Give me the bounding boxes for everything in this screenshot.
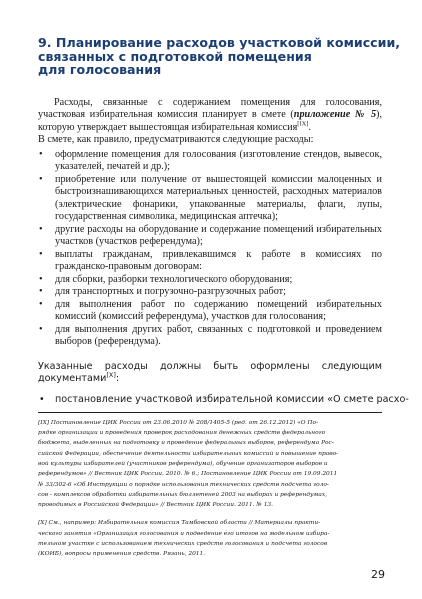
intro-text-continued: ), которую утверждает вышестоящая избирательная комиссия xyxy=(38,109,382,133)
page-number: 29 xyxy=(371,568,385,581)
footnote-separator xyxy=(38,412,382,413)
list-item: • оформление помещения для голосования (изготовление стендов, вывесок, указателей, печатей и др.); xyxy=(38,149,382,174)
footnote-line: ческого занятия «Организация голосования и подведение его итогов на модельном избира- xyxy=(38,530,330,537)
footnote-line: [IX] Постановление ЦИК России от 23.06.2010 № 208/1405-5 (ред. от 26.12.2012) «О По- xyxy=(38,419,319,426)
documents-paragraph xyxy=(38,361,382,385)
footnote-line: тельном участке с использованием технических средств голосования и подсчета голосов xyxy=(38,541,328,548)
list-item: • для сборки, разборки технологического оборудования; xyxy=(38,274,382,287)
section-title xyxy=(38,35,401,78)
footnote-line: вой культуры избирателей (участников референдума), обучение организаторов выборов и xyxy=(38,460,328,467)
footnote-line: (КОИБ), вопросы применения средств. Рязань, 2011. xyxy=(38,551,206,558)
footnote-ix xyxy=(38,418,382,511)
intro-text: Расходы, связанные с содержанием помещения для голосования, участковая избирательная комиссия планирует в смете ( xyxy=(38,96,382,121)
footnote-ref-ix[interactable]: [IX] xyxy=(297,120,309,128)
footnote-line: № 33/302-6 «Об Инструкции о порядке использования технических средств подсчета голо- xyxy=(38,481,329,488)
section-title-line: для голосования xyxy=(38,62,162,78)
list-item: • приобретение или получение от вышестоящей комиссии малоценных и быстроизнашивающихся материальных ценностей, расходных материалов (электрические фонарики, упакованные материалы, флаги, лупы, государственная символика, медицинская аптечка); xyxy=(38,174,382,224)
footnote-line: рядке организации и проведения проверок расходования денежных средств федерального xyxy=(38,430,326,437)
footnote-x xyxy=(38,518,382,559)
intro-end: . xyxy=(308,121,312,133)
documents-list xyxy=(38,393,409,406)
documents-text: Указанные расходы должны быть оформлены следующим документами xyxy=(38,360,382,384)
list-item: • для выполнения работ по содержанию помещений избирательных комиссий (комиссий референдума), участков для голосования; xyxy=(38,299,382,324)
list-item: • выплаты гражданам, привлекавшимся к работе в комиссиях по гражданско-правовым договорам: xyxy=(38,249,382,274)
documents-end: : xyxy=(115,372,120,384)
list-item: • для транспортных и погрузочно-разгрузочных работ; xyxy=(38,286,382,299)
section-title-line: 9. Планирование расходов участковой комиссии, xyxy=(38,35,401,50)
list-item: • постановление участковой избирательной комиссии «О смете расхо- xyxy=(38,394,382,406)
footnote-line: сов - комплексов обработки избирательных бюллетеней 2003 на выборах и референдумах, xyxy=(38,491,327,498)
footnote-line: референдумов» // Вестник ЦИК России. 2010. № 6.; Постановление ЦИК России от 19.09.2011 xyxy=(38,471,338,478)
list-item: • другие расходы на оборудование и содержание помещений избирательных участков (участков референдума); xyxy=(38,224,382,249)
section-title-line: связанных с подготовкой помещения xyxy=(38,48,312,64)
lead-paragraph: В смете, как правило, предусматриваются следующие расходы: xyxy=(38,134,314,146)
expense-list xyxy=(38,149,382,349)
footnote-ref-x[interactable]: [X] xyxy=(106,370,116,379)
footnote-line: [X] См., например: Избирательная комиссия Тамбовской области // Материалы практи- xyxy=(38,520,321,527)
list-item: • для выполнения других работ, связанных с подготовкой и проведением выборов (референдума). xyxy=(38,324,382,349)
footnote-line: бюджета, выделенных на подготовку и проведение федеральных выборов, референдума Рос- xyxy=(38,440,334,447)
intro-paragraph xyxy=(38,97,382,135)
footnote-line: проводимых в Российской Федерации» // Вестник ЦИК России. 2011. № 13. xyxy=(38,502,273,509)
footnote-line: сийской Федерации, обеспечение деятельности избирательных комиссий и повышение право- xyxy=(38,450,339,457)
appendix-reference: приложение № 5 xyxy=(293,109,377,121)
